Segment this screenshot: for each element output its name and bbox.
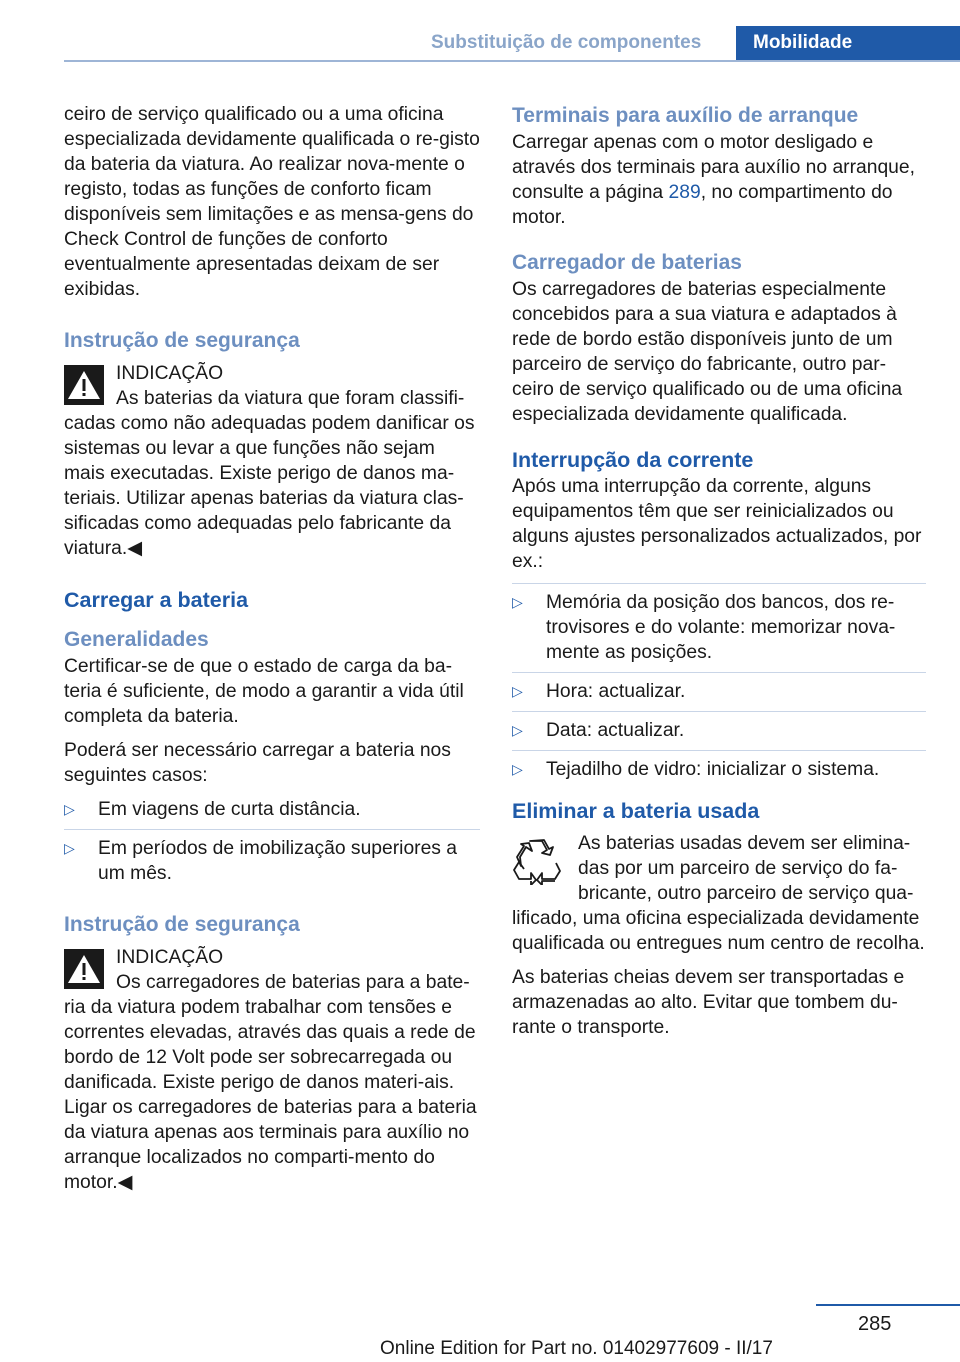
heading-dispose-battery: Eliminar a bateria usada	[512, 799, 760, 823]
warning-icon	[64, 949, 104, 989]
list-item: ▷ Em períodos de imobilização superiores a um mês.	[64, 829, 480, 886]
heading-battery-charger: Carregador de baterias	[512, 251, 742, 274]
heading-power-interruption: Interrupção da corrente	[512, 448, 754, 472]
edition-footer: Online Edition for Part no. 01402977609 - II/17	[380, 1338, 773, 1359]
warning-1-label: INDICAÇÃO	[116, 363, 224, 384]
list-item: ▷ Memória da posição dos bancos, dos re-trovisores e do volante: memorizar nova-mente as posições.	[512, 583, 926, 665]
header-section-title: Substituição de componentes	[431, 32, 702, 53]
recycle-icon	[512, 835, 562, 885]
dispose-text: lificado, uma oficina especializada devidamente qualificada ou entregues num centro de recolha.	[512, 908, 925, 954]
intro-paragraph: ceiro de serviço qualificado ou a uma oficina especializada devidamente qualificada o re-gisto da bateria da viatura. Ao realizar nova-mente o registo, todas as funções de conforto ficam disponíveis sem limitações e as mensa-gens do Check Control de funções de conforto eventualmente apresentadas deixam de ser exibidas.	[64, 104, 480, 300]
triangle-bullet-icon: ▷	[512, 594, 523, 610]
warning-1-text: cadas como não adequadas podem danificar os sistemas ou levar a que funções não sejam mais executadas. Existe perigo de danos ma-teriais. Utilizar apenas baterias da viatura clas-sificadas como adequadas pelo fabricante da viatura.◀	[64, 413, 475, 559]
header-rule	[64, 60, 960, 62]
page-header	[0, 26, 960, 60]
warning-2-label: INDICAÇÃO	[116, 947, 224, 968]
heading-jump-terminals: Terminais para auxílio de arranque	[512, 104, 859, 127]
triangle-bullet-icon: ▷	[64, 840, 75, 856]
list-item: ▷ Em viagens de curta distância.	[64, 799, 361, 820]
triangle-bullet-icon: ▷	[512, 722, 523, 738]
page-link-289[interactable]: 289	[668, 182, 701, 203]
warning-2-first-line: Os carregadores de baterias para a bate-	[116, 972, 470, 993]
left-column	[64, 102, 480, 1195]
interrupt-list	[512, 583, 926, 782]
warning-block-2	[64, 945, 480, 1195]
heading-charge-battery: Carregar a bateria	[64, 588, 249, 612]
transport-paragraph: As baterias cheias devem ser transportadas e armazenadas ao alto. Evitar que tombem du-rante o transporte.	[512, 967, 905, 1038]
dispose-first-lines: As baterias usadas devem ser elimina-das por um parceiro de serviço do fa-bricante, outro parceiro de serviço qua-	[578, 833, 914, 904]
interrupt-paragraph: Após uma interrupção da corrente, alguns equipamentos têm que ser reinicializados ou alguns ajustes personalizados actualizados, por ex.:	[512, 476, 922, 572]
list-item: ▷ Data: actualizar.	[512, 711, 926, 743]
cases-list	[64, 797, 480, 886]
warning-icon	[64, 365, 104, 405]
heading-general: Generalidades	[64, 628, 209, 651]
terminals-paragraph: Carregar apenas com o motor desligado e através dos terminais para auxílio no arranque, consulte a página 289, no compartimento do motor.	[512, 132, 915, 228]
footer-rule	[816, 1304, 960, 1306]
list-item: ▷ Tejadilho de vidro: inicializar o sistema.	[512, 750, 926, 782]
triangle-bullet-icon: ▷	[64, 801, 75, 817]
warning-1-first-line: As baterias da viatura que foram classifi-	[116, 388, 465, 409]
right-column	[512, 102, 926, 1040]
warning-block-1	[64, 361, 480, 561]
triangle-bullet-icon: ▷	[512, 761, 523, 777]
list-item: ▷ Hora: actualizar.	[512, 672, 926, 704]
header-chapter-tab: Mobilidade	[736, 26, 960, 60]
triangle-bullet-icon: ▷	[512, 683, 523, 699]
charger-paragraph: Os carregadores de baterias especialmente concebidos para a sua viatura e adaptados à rede de bordo estão disponíveis junto de um parceiro de serviço do fabricante, outro par-ceiro de serviço qualificado ou de uma oficina especializada devidamente qualificada.	[512, 279, 903, 425]
heading-safety-2: Instrução de segurança	[64, 913, 300, 936]
warning-2-text: ria da viatura podem trabalhar com tensões e correntes elevadas, através das quais a rede de bordo de 12 Volt pode ser sobrecarregada ou danificada. Existe perigo de danos materi-ais. Ligar os carregadores de baterias para a bateria da viatura apenas aos terminais para auxílio no arranque localizados no comparti-mento do motor.◀	[64, 997, 477, 1193]
heading-safety-1: Instrução de segurança	[64, 329, 300, 352]
page-number: 285	[858, 1313, 892, 1335]
recycle-block	[512, 831, 926, 956]
general-paragraph: Certificar-se de que o estado de carga da ba-teria é suficiente, de modo a garantir a vida útil completa da bateria.	[64, 656, 464, 727]
cases-paragraph: Poderá ser necessário carregar a bateria nos seguintes casos:	[64, 740, 451, 786]
